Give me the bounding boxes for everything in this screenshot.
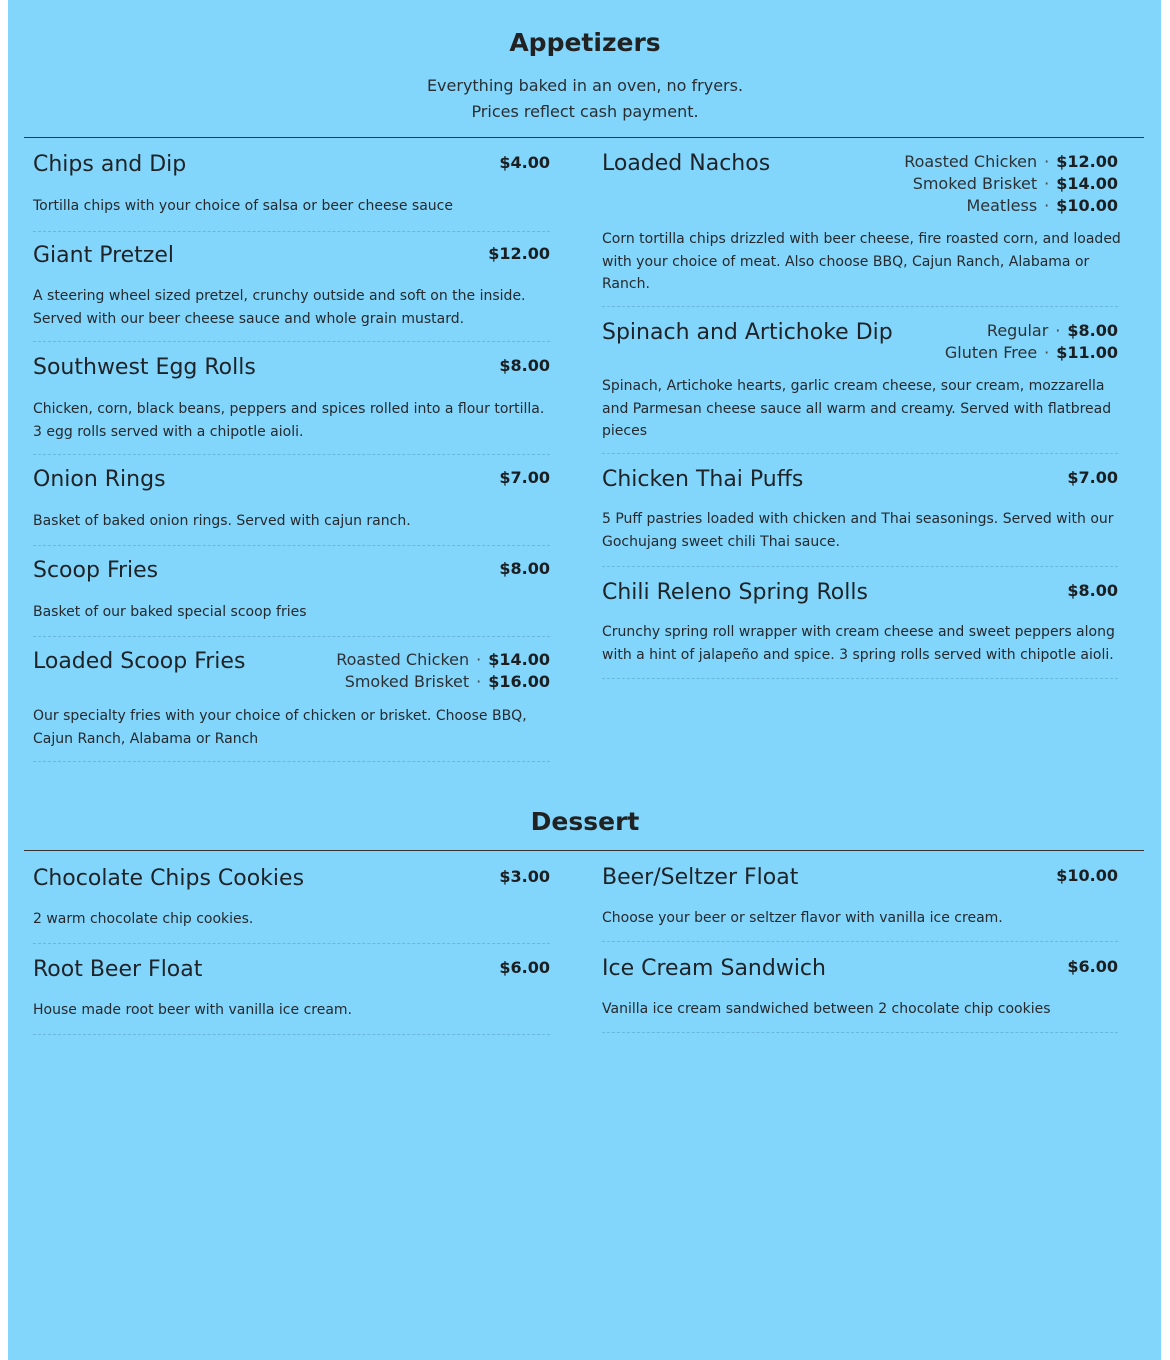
item-price: $7.00 — [499, 468, 550, 487]
appetizers-divider — [24, 137, 1144, 138]
item-prices — [499, 957, 550, 979]
item-description: Spinach, Artichoke hearts, garlic cream cheese, sour cream, mozzarella and Parmesan cheese sauce all warm and creamy. Served with flatbread pieces — [602, 378, 1112, 439]
price-row — [1067, 580, 1118, 602]
item-name: Spinach and Artichoke Dip — [602, 320, 893, 345]
price-option: Regular — [986, 321, 1049, 340]
item-price: $4.00 — [499, 153, 550, 172]
price-option: Gluten Free — [944, 343, 1038, 362]
menu-item-ice-cream-sandwich — [602, 956, 1118, 1033]
price-row — [499, 558, 550, 580]
item-description: 5 Puff pastries loaded with chicken and Thai seasonings. Served with our Gochujang sweet chili Thai sauce. — [602, 511, 1114, 550]
item-price: $10.00 — [1056, 196, 1118, 215]
price-option: Smoked Brisket — [344, 672, 470, 691]
item-prices — [499, 152, 550, 174]
item-price: $12.00 — [488, 244, 550, 263]
item-price: $8.00 — [499, 356, 550, 375]
menu-item-southwest-egg-rolls — [33, 355, 550, 455]
item-price: $8.00 — [1067, 581, 1118, 600]
item-description: Basket of baked onion rings. Served with cajun ranch. — [33, 513, 411, 529]
price-row — [945, 320, 1118, 342]
menu-item-loaded-nachos — [602, 151, 1121, 307]
price-row — [945, 342, 1118, 364]
item-prices — [499, 558, 550, 580]
item-name: Loaded Nachos — [602, 151, 771, 176]
dessert-title: Dessert — [530, 807, 640, 836]
item-name: Root Beer Float — [33, 957, 203, 982]
price-row — [499, 866, 550, 888]
menu-item-scoop-fries — [33, 558, 550, 637]
item-description: 2 warm chocolate chip cookies. — [33, 911, 254, 927]
price-option: Roasted Chicken — [336, 650, 470, 669]
item-prices — [945, 320, 1118, 364]
menu-item-chocolate-chips-cookies — [33, 866, 550, 944]
item-name: Chips and Dip — [33, 152, 187, 177]
item-description: A steering wheel sized pretzel, crunchy outside and soft on the inside. Served with our beer cheese sauce and whole grain mustard. — [33, 288, 526, 327]
menu-item-loaded-scoop-fries — [33, 649, 550, 762]
item-description: Vanilla ice cream sandwiched between 2 chocolate chip cookies — [602, 1001, 1051, 1017]
price-option: Roasted Chicken — [904, 152, 1038, 171]
item-description: Crunchy spring roll wrapper with cream cheese and sweet peppers along with a hint of jalapeño and spice. 3 spring rolls served with chipotle aioli. — [602, 624, 1115, 663]
menu-item-chili-releno-spring-rolls — [602, 580, 1118, 679]
menu-item-root-beer-float — [33, 957, 550, 1035]
separator-dot: · — [1044, 196, 1050, 215]
menu-item-onion-rings — [33, 467, 550, 546]
item-price: $3.00 — [499, 867, 550, 886]
item-name: Beer/Seltzer Float — [602, 865, 799, 890]
item-description: Choose your beer or seltzer flavor with vanilla ice cream. — [602, 910, 1003, 926]
item-name: Southwest Egg Rolls — [33, 355, 256, 380]
price-row — [336, 671, 550, 693]
item-prices — [1067, 956, 1118, 978]
item-prices — [336, 649, 550, 693]
item-name: Ice Cream Sandwich — [602, 956, 826, 981]
separator-dot: · — [1044, 343, 1050, 362]
item-prices — [499, 355, 550, 377]
item-name: Chocolate Chips Cookies — [33, 866, 305, 891]
item-prices — [1067, 580, 1118, 602]
separator-dot: · — [1044, 174, 1050, 193]
item-price: $16.00 — [488, 672, 550, 691]
item-description: House made root beer with vanilla ice cream. — [33, 1002, 352, 1018]
item-price: $10.00 — [1056, 866, 1118, 885]
item-price: $14.00 — [488, 650, 550, 669]
item-description: Corn tortilla chips drizzled with beer cheese, fire roasted corn, and loaded with your choice of meat. Also choose BBQ, Cajun Ranch, Alabama or Ranch. — [602, 231, 1121, 292]
price-row — [499, 467, 550, 489]
price-row — [904, 173, 1118, 195]
item-price: $8.00 — [499, 559, 550, 578]
item-price: $11.00 — [1056, 343, 1118, 362]
item-price: $6.00 — [499, 958, 550, 977]
price-row — [336, 649, 550, 671]
price-row — [499, 355, 550, 377]
item-name: Chicken Thai Puffs — [602, 467, 804, 492]
item-name: Loaded Scoop Fries — [33, 649, 246, 674]
separator-dot: · — [476, 650, 482, 669]
menu-item-giant-pretzel — [33, 243, 550, 342]
menu-item-chicken-thai-puffs — [602, 467, 1118, 567]
item-prices — [904, 151, 1118, 217]
menu-item-spinach-and-artichoke-dip — [602, 320, 1118, 454]
price-row — [1067, 956, 1118, 978]
menu-item-beer-seltzer-float — [602, 865, 1118, 942]
price-row — [488, 243, 550, 265]
item-price: $12.00 — [1056, 152, 1118, 171]
price-row — [904, 151, 1118, 173]
item-name: Giant Pretzel — [33, 243, 175, 268]
item-description: Tortilla chips with your choice of salsa or beer cheese sauce — [33, 198, 453, 214]
item-name: Scoop Fries — [33, 558, 159, 583]
price-row — [1056, 865, 1118, 887]
dessert-divider — [24, 850, 1144, 851]
item-description: Basket of our baked special scoop fries — [33, 604, 307, 620]
price-row — [904, 195, 1118, 217]
price-option: Meatless — [966, 196, 1038, 215]
item-price: $6.00 — [1067, 957, 1118, 976]
item-prices — [1067, 467, 1118, 489]
item-description: Our specialty fries with your choice of chicken or brisket. Choose BBQ, Cajun Ranch, Alabama or Ranch — [33, 708, 527, 747]
appetizers-subtitle-line-1: Everything baked in an oven, no fryers. — [426, 76, 744, 95]
appetizers-title: Appetizers — [509, 28, 661, 57]
item-price: $14.00 — [1056, 174, 1118, 193]
item-price: $8.00 — [1067, 321, 1118, 340]
item-name: Onion Rings — [33, 467, 166, 492]
menu-item-chips-and-dip — [33, 152, 550, 232]
separator-dot: · — [476, 672, 482, 691]
price-row — [499, 957, 550, 979]
price-row — [1067, 467, 1118, 489]
price-row — [499, 152, 550, 174]
appetizers-subtitle-line-2: Prices reflect cash payment. — [471, 102, 699, 121]
item-prices — [499, 467, 550, 489]
item-prices — [488, 243, 550, 265]
item-name: Chili Releno Spring Rolls — [602, 580, 868, 605]
separator-dot: · — [1055, 321, 1061, 340]
price-option: Smoked Brisket — [912, 174, 1038, 193]
item-prices — [1056, 865, 1118, 887]
item-prices — [499, 866, 550, 888]
separator-dot: · — [1044, 152, 1050, 171]
item-description: Chicken, corn, black beans, peppers and spices rolled into a flour tortilla. 3 egg rolls served with a chipotle aioli. — [33, 401, 545, 440]
item-price: $7.00 — [1067, 468, 1118, 487]
